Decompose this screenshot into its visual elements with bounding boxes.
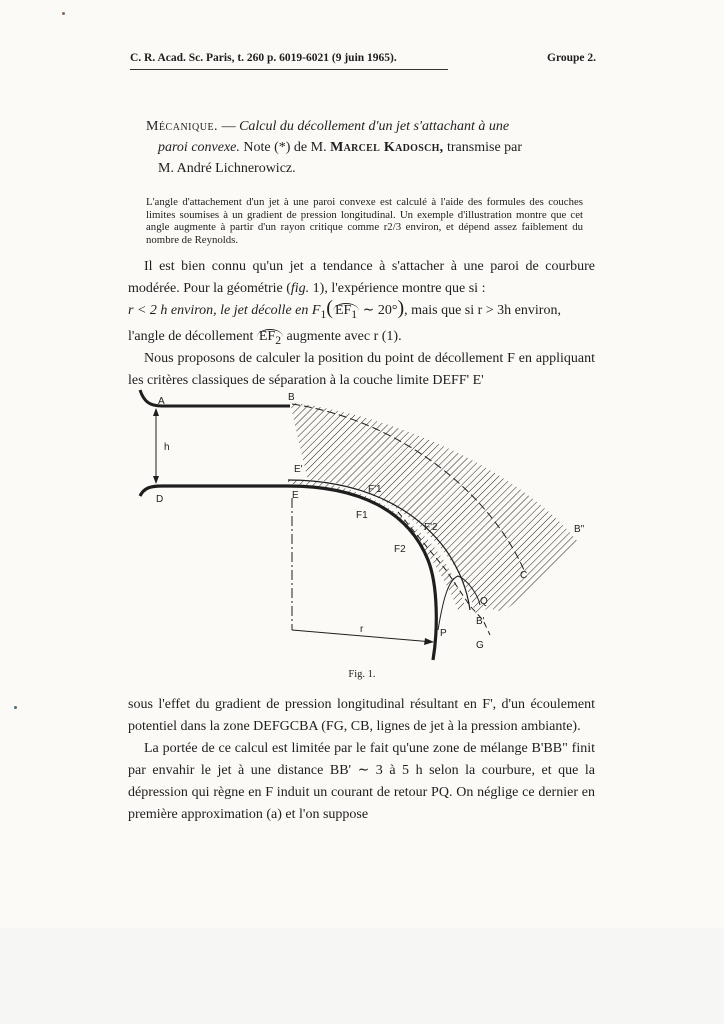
- header-rule: [130, 69, 448, 70]
- figure-caption: Fig. 1.: [348, 669, 376, 680]
- running-header: [130, 52, 596, 64]
- group-label: Groupe 2.: [547, 52, 596, 64]
- paragraph-1: Il est bien connu qu'un jet a tendance à s'attacher à une paroi de courbure modérée. Pour la géométrie (fig. 1), l'expérience montre que si :: [128, 259, 595, 296]
- label-D: D: [156, 494, 164, 505]
- paragraph-1-end: l'angle de décollement $EF_2$ augmente avec r (1).: [128, 328, 402, 347]
- height-arrow-bottom-head: [153, 476, 159, 484]
- label-F1-prime: F'1: [368, 484, 382, 495]
- label-E-prime: E': [294, 464, 303, 475]
- label-B-prime: B': [476, 616, 485, 627]
- transmitted-by: transmise par: [447, 140, 523, 155]
- label-A: A: [158, 396, 165, 407]
- citation: C. R. Acad. Sc. Paris, t. 260 p. 6019-6021 (9 juin 1965).: [130, 52, 397, 64]
- radius-arrow-head: [424, 638, 434, 645]
- label-Q: Q: [480, 596, 488, 607]
- paper-title-cont: paroi convexe.: [158, 140, 240, 155]
- label-P: P: [440, 628, 447, 639]
- lower-convex-wall: [140, 486, 436, 660]
- paragraph-2: Nous proposons de calculer la position du point de décollement F en appliquant les critères classiques de séparation à la couche limite DEFF' E': [128, 350, 595, 388]
- title-line-2: [146, 137, 582, 158]
- label-G: G: [476, 640, 484, 651]
- label-B: B: [288, 392, 295, 403]
- title-dash: —: [221, 119, 236, 134]
- paper-speck: [62, 12, 65, 15]
- presenter-name: M. André Lichnerowicz.: [158, 161, 296, 176]
- label-F1: F1: [356, 510, 368, 521]
- label-F2: F2: [394, 544, 406, 555]
- label-B-double: B": [574, 524, 585, 535]
- paragraph-3: sous l'effet du gradient de pression longitudinal résultant en F', d'un écoulement potentiel dans la zone DEFGCBA (FG, CB, lignes de jet à la pression ambiante).: [128, 697, 595, 734]
- label-r: r: [360, 624, 364, 635]
- paragraph-1-formula: r < 2 h environ, le jet décolle en $F_1$( $EF_1$ ∼ 20°), mais que si r > 3h environ,: [128, 297, 561, 321]
- title-line-1: [146, 116, 582, 137]
- label-E: E: [292, 490, 299, 501]
- label-F2-prime: F'2: [424, 522, 438, 533]
- scan-margin: [0, 928, 724, 1024]
- title-block: [146, 116, 582, 179]
- body-block-2: [128, 694, 595, 826]
- label-h: h: [164, 442, 170, 453]
- figure-1-diagram: [128, 380, 598, 680]
- author-name: Marcel Kadosch,: [330, 140, 444, 155]
- height-arrow-top-head: [153, 408, 159, 416]
- abstract: L'angle d'attachement d'un jet à une paroi convexe est calculé à l'aide des formules des couches limites soumises à un gradient de pression longitudinal. Un exemple d'illustration montre que cet angle augmente à partir d'un rayon critique comme r2/3 environ, et dépend assez faiblement du nombre de Reynolds.: [146, 196, 583, 246]
- body-block-1: [128, 256, 595, 392]
- section-name: Mécanique.: [146, 119, 219, 134]
- paper-title: Calcul du décollement d'un jet s'attachant à une: [239, 119, 510, 134]
- paper-speck: [14, 706, 17, 709]
- paragraph-4: La portée de ce calcul est limitée par le fait qu'une zone de mélange B'BB" finit par envahir le jet à une distance BB' ∼ 3 à 5 h selon la courbure, et que la dépression qui règne en F induit un courant de retour PQ. On néglige ce dernier en première approximation (a) et l'on suppose: [128, 741, 595, 822]
- title-line-3: [146, 158, 582, 179]
- label-C: C: [520, 570, 528, 581]
- note-ref: Note (*) de M.: [243, 140, 327, 155]
